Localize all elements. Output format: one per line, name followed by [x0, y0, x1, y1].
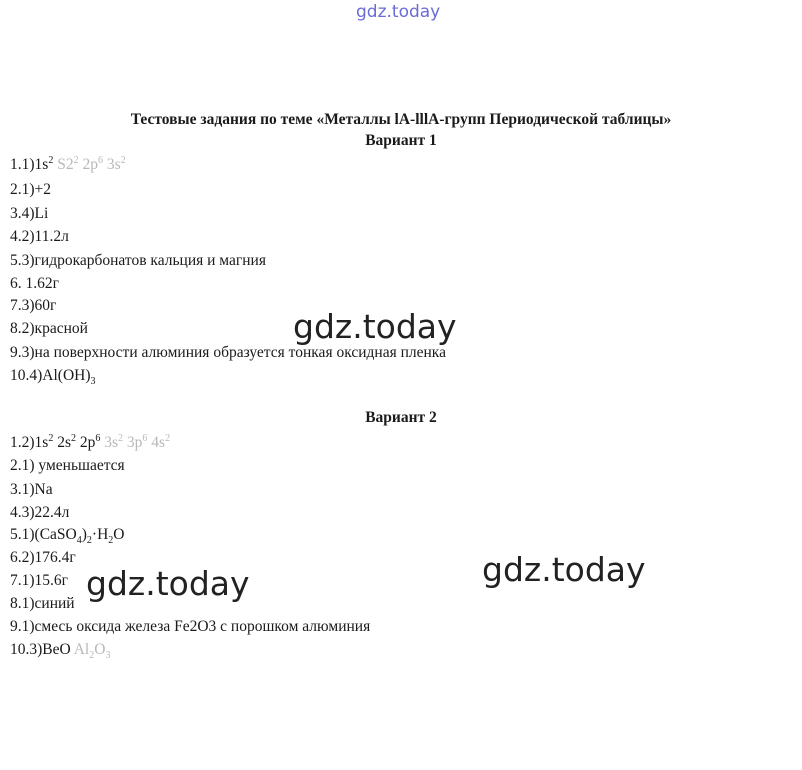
v2-a5-sub: 2	[108, 535, 114, 547]
v2-a10-sub: 3	[105, 650, 111, 662]
v2-answer-3: 3.1)Na	[10, 481, 53, 498]
variant2-heading: Вариант 2	[365, 409, 437, 426]
v1-a1-sup: 2	[48, 154, 54, 166]
v2-answer-7: 7.1)15.6г	[10, 572, 69, 589]
v2-a5-sub: 2	[86, 535, 92, 547]
v1-a1-sup: 6	[97, 154, 103, 166]
v1-answer-2: 2.1)+2	[10, 181, 52, 198]
v2-a5-text: ·H	[91, 526, 109, 543]
v2-answer-10	[10, 640, 110, 660]
v2-a5-text: 5.1)(CaSO	[10, 526, 77, 543]
watermark-top: gdz.today	[356, 2, 441, 22]
v1-a1-sup: 2	[73, 154, 79, 166]
v2-a1-sup: 6	[142, 432, 148, 444]
v1-answer-4: 4.2)11.2л	[10, 228, 69, 245]
v2-a1-text: 3p	[123, 434, 143, 451]
v2-a1-text: 4s	[147, 434, 166, 451]
v2-a1-text: 3s	[100, 434, 119, 451]
variant1-heading: Вариант 1	[365, 132, 437, 149]
v2-a1-sup: 2	[165, 432, 171, 444]
v2-a10-sub: 2	[89, 650, 95, 662]
v2-answer-1	[10, 433, 170, 453]
v1-answer-9: 9.3)на поверхности алюминия образуется тонкая оксидная пленка	[10, 344, 446, 361]
v2-a1-sup: 2	[118, 432, 124, 444]
v2-answer-4: 4.3)22.4л	[10, 504, 70, 521]
v1-a10-sub: 3	[90, 376, 96, 388]
v2-a10-text: Al	[70, 641, 90, 658]
v2-a10-text: 10.3)BeO	[10, 641, 71, 658]
v1-answer-7: 7.3)60г	[10, 297, 57, 314]
v2-answer-8: 8.1)синий	[10, 595, 75, 612]
watermark-middle: gdz.today	[293, 307, 457, 346]
v1-answer-6: 6. 1.62г	[10, 275, 59, 292]
v1-a1-sup: 2	[120, 154, 126, 166]
v2-answer-9: 9.1)смесь оксида железа Fe2O3 с порошком алюминия	[10, 618, 371, 635]
v1-answer-8: 8.2)красной	[10, 320, 88, 337]
watermark-left: gdz.today	[86, 564, 250, 603]
v2-a1-sup: 2	[48, 432, 54, 444]
v2-a1-sup: 6	[95, 432, 101, 444]
v1-answer-5: 5.3)гидрокарбонатов кальция и магния	[10, 252, 266, 269]
v1-a1-text: S2	[53, 156, 74, 173]
v2-answer-6: 6.2)176.4г	[10, 549, 76, 566]
v2-a1-text: 2s	[53, 434, 71, 451]
v2-a5-text: O	[113, 526, 125, 543]
v2-a5-sub: 4	[76, 535, 82, 547]
v1-answer-10	[10, 366, 96, 386]
v2-a1-text: 1.2)1s	[10, 434, 49, 451]
v2-a10-text: O	[94, 641, 106, 658]
v2-answer-2: 2.1) уменьшается	[10, 457, 125, 474]
v2-answer-5	[10, 525, 124, 545]
watermark-right: gdz.today	[482, 550, 646, 589]
page-title: Тестовые задания по теме «Металлы lA-lllA-групп Периодической таблицы»	[130, 111, 672, 128]
v1-answer-3: 3.4)Li	[10, 205, 49, 222]
v2-a1-text: 2p	[76, 434, 96, 451]
v2-a1-sup: 2	[71, 432, 76, 444]
v1-a1-text: 1.1)1s	[10, 156, 49, 173]
v2-a5-text: )	[81, 526, 87, 543]
v1-a1-text: 2p	[78, 156, 98, 173]
v1-answer-1	[10, 155, 126, 175]
v1-a10-text: 10.4)Al(OH)	[10, 367, 91, 384]
v1-a1-text: 3s	[102, 156, 121, 173]
